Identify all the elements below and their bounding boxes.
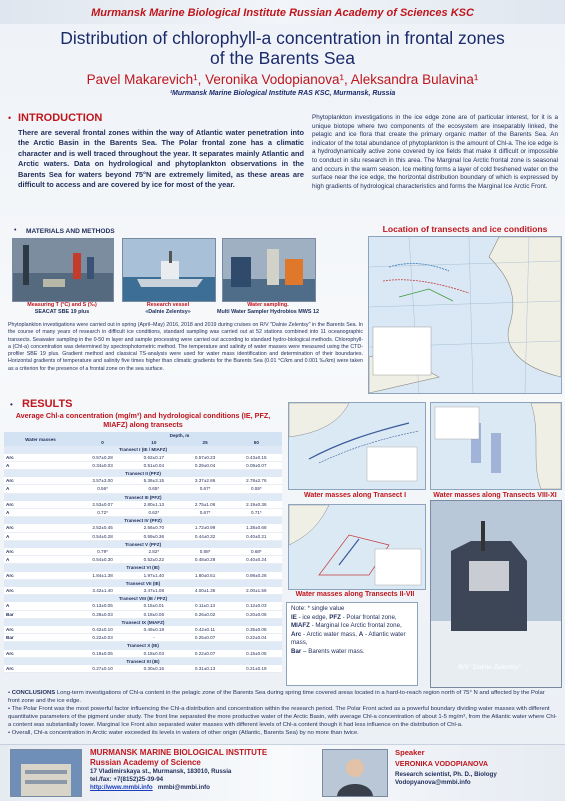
footer-institute xyxy=(90,748,267,768)
location-map xyxy=(368,236,562,394)
water-mass-cell: Arc xyxy=(4,626,77,634)
value-cell: 0.59±0.36 xyxy=(128,532,179,540)
transect-row xyxy=(4,493,282,501)
col-depth: 0 xyxy=(77,439,128,446)
transect-label: Transect III (PFZ) xyxy=(4,493,282,501)
value-cell: 1.97±1.40 xyxy=(128,572,179,580)
water-mass-cell: A xyxy=(4,485,77,493)
value-cell: 3.47±1.08 xyxy=(128,587,179,595)
photo-vessel-caption-line2: «Dalnie Zelentsy» xyxy=(145,308,191,315)
value-cell: 0.42±0.11 xyxy=(179,626,230,634)
value-cell: 0.62±0.17 xyxy=(128,454,179,462)
transect-label: Transect VI (IE) xyxy=(4,564,282,572)
photo-ctd-caption-line2: SEACAT SBE 19 plus xyxy=(34,308,90,315)
value-cell: 0.26±0.02 xyxy=(179,610,230,618)
value-cell: 2.56±0.70 xyxy=(128,524,179,532)
table-row xyxy=(4,524,282,532)
value-cell: 0.15±0.01 xyxy=(128,602,179,610)
table-row xyxy=(4,556,282,564)
table-row xyxy=(4,501,282,509)
transect-label: Transect X (IE) xyxy=(4,642,282,650)
transect-label: Transect VII (IE) xyxy=(4,579,282,587)
value-cell: 0.65* xyxy=(128,485,179,493)
transect-row xyxy=(4,564,282,572)
photo-ctd-measuring xyxy=(12,238,114,302)
note-pfz-text: - Polar frontal zone, xyxy=(340,613,397,621)
value-cell: 1.72±0.99 xyxy=(179,524,230,532)
map-transects-ii-vii xyxy=(288,504,426,590)
value-cell: 0.20±0.06 xyxy=(231,610,282,618)
transect-label: Transect V (PFZ) xyxy=(4,540,282,548)
value-cell: 3.57±3.00 xyxy=(77,477,128,485)
value-cell: 0.42±0.10 xyxy=(77,626,128,634)
conclusion-item-3: • Overall, Chl-a concentration in Arctic water exceeded its levels in waters of other origin (Atlantic, Barents Sea) by no more than twice. xyxy=(8,729,359,736)
conclusion-item-1: • CONCLUSIONS Long-term investigations of Chl-a content in the pelagic zone of the Barents Sea during spring time covered areas located in a hard-to-reach region north of 75° N and affected by the Polar front zone and the ice edge. xyxy=(8,690,545,704)
note-bar-text: – Barents water mass. xyxy=(301,647,365,655)
value-cell: 0.40±0.24 xyxy=(231,556,282,564)
title-line-1: Distribution of chlorophyll-a concentration in frontal zones xyxy=(60,28,505,48)
map-transects-viii-xi-caption: Water masses along Transects VIII-XI xyxy=(433,492,557,499)
map-transects-viii-xi xyxy=(430,402,562,490)
table-row xyxy=(4,665,282,673)
value-cell: 4.00±1.36 xyxy=(179,587,230,595)
value-cell: 0.43±0.15 xyxy=(231,454,282,462)
website-link[interactable]: http://www.mmbi.info xyxy=(90,784,153,792)
value-cell: 0.55* xyxy=(231,485,282,493)
conclusion-item-2: • The Polar Front was the most powerful factor influencing the Chl-a distribution and concentration within the research period. The Polar Front acted as a powerful boundary dividing water masses with different quantitative parameters of the pigment under study. The front line separated the more productive water of the Arctic Basin, with average Chl-a concentration of about 1-5 mg/m³, from the Atlantic water where Chl-a content was substantially lower. Marginal Ice Front also separated water masses with different levels of Chl-a content though it had less influence on the distribution of Chl-a. xyxy=(8,705,557,728)
value-cell: 2.53±0.07 xyxy=(77,501,128,509)
note-miafz-text: - Marginal Ice Arctic frontal zone, xyxy=(309,622,402,630)
transect-row xyxy=(4,446,282,453)
col-depth: 50 xyxy=(231,439,282,446)
value-cell: 0.12±0.03 xyxy=(231,602,282,610)
value-cell: 0.21±0.19 xyxy=(231,665,282,673)
photo-sampling-caption-line1: Water sampling. xyxy=(247,302,289,308)
value-cell: 0.13±0.05 xyxy=(77,602,128,610)
transect-label: Transect XI (IE) xyxy=(4,657,282,665)
water-mass-cell: Arc xyxy=(4,572,77,580)
map-transect-i xyxy=(288,402,426,490)
title-line-2: of the Barents Sea xyxy=(210,48,355,68)
photo-vessel-caption xyxy=(116,302,220,315)
note-a: A xyxy=(358,630,364,638)
location-map-title: Location of transects and ice conditions xyxy=(382,224,548,234)
water-mass-cell: Arc xyxy=(4,477,77,485)
map-transect-i-caption: Water masses along Transect I xyxy=(303,492,407,499)
value-cell: 1.84±1.38 xyxy=(77,572,128,580)
table-title: Average Chl-a concentration (mg/m³) and hydrological conditions (IE, PFZ, MIAFZ) along transects xyxy=(15,411,271,429)
transect-row xyxy=(4,618,282,626)
note-label: Note: xyxy=(291,605,308,612)
value-cell: 1.80±0.51 xyxy=(179,572,230,580)
conclusions-section xyxy=(8,690,558,737)
conclusions-heading: CONCLUSIONS xyxy=(11,690,56,696)
transect-label: Transect VIII (IE / PFZ) xyxy=(4,595,282,603)
water-mass-cell: A xyxy=(4,602,77,610)
transect-row xyxy=(4,540,282,548)
vessel-photo-caption: R/V "Dalnie Zelentsy" xyxy=(458,664,521,671)
water-mass-cell: Arc xyxy=(4,650,77,658)
bullet-icon: • xyxy=(10,400,13,409)
value-cell: 0.15±0.05 xyxy=(231,650,282,658)
introduction-text: There are several frontal zones within the way of Atlantic water penetration into the Arctic Basin in the Barents Sea. The Polar frontal zone has a climatic character and is well traced throughout the year. It separates mainly Atlantic and Arctic waters. Data on hydrological and phytoplankton observations in the Barents Sea for waters beyond 75°N are extremely limited, as these areas are difficult to access and are covered by ice for most of the year. xyxy=(18,128,304,190)
conclusion-text-1: Long-term investigations of Chl-a content in the pelagic zone of the Barents Sea during spring time covered areas located in a hard-to-reach region north of 75° N and affected by the Polar front zone and the ice edge. xyxy=(8,690,545,704)
photo-sampling-caption xyxy=(206,302,330,315)
map-transects-ii-vii-caption: Water masses along Transects II-VII xyxy=(295,591,415,598)
value-cell: 0.22±0.03 xyxy=(77,634,128,642)
institute-building-photo xyxy=(10,749,82,797)
value-cell: 0.51±0.04 xyxy=(128,461,179,469)
water-mass-cell: A xyxy=(4,532,77,540)
note-a-text: - Atlantic water mass, xyxy=(291,630,406,647)
col-header-water-masses: Water masses xyxy=(4,432,77,446)
transect-row xyxy=(4,642,282,650)
note-line-1 xyxy=(291,605,413,614)
photo-ctd-caption xyxy=(4,302,120,315)
speaker-details xyxy=(395,771,497,787)
chlorophyll-table xyxy=(4,432,282,673)
table-row xyxy=(4,454,282,462)
value-cell: 2.80±1.13 xyxy=(128,501,179,509)
value-cell: 0.57±0.28 xyxy=(77,454,128,462)
email-link[interactable]: mmbi@mmbi.info xyxy=(157,784,210,792)
value-cell: 0.48±0.28 xyxy=(179,556,230,564)
transect-label: Transect I (IE / MIAFZ) xyxy=(4,446,282,453)
value-cell: 0.25±0.07 xyxy=(179,634,230,642)
value-cell: 2.00±1.56 xyxy=(231,587,282,595)
value-cell: 0.27±0.10 xyxy=(77,665,128,673)
value-cell: 0.56* xyxy=(77,485,128,493)
value-cell: - xyxy=(128,634,179,642)
transect-label: Transect IX (MIAFZ) xyxy=(4,618,282,626)
water-mass-cell: Arc xyxy=(4,548,77,556)
materials-heading: MATERIALS AND METHODS xyxy=(26,228,115,235)
table-row xyxy=(4,634,282,642)
note-arc-text: - Arctic water mass, xyxy=(301,630,359,638)
table-row xyxy=(4,461,282,469)
value-cell: 5.36±3.15 xyxy=(128,477,179,485)
value-cell: 0.08±0.07 xyxy=(231,461,282,469)
transect-row xyxy=(4,470,282,478)
value-cell: 2.78±2.76 xyxy=(231,477,282,485)
footer-links xyxy=(90,784,231,792)
value-cell: 0.52±0.22 xyxy=(128,556,179,564)
materials-text: Phytoplankton investigations were carried out in spring (April–May) 2016, 2018 and 2019 during cruises on R/V "Dalnie Zelentsy" in the Barents Sea. In the course of many years of research in difficult ice conditions, standard sampling was carried out at 52 stations combined into 11 oceanographic transects. Seawater sampling in the 0-50 m layer and sample processing were carried out according to standard hydro-biological methods. Chlorophyll-a (Chl-a) concentration was determined by spectrophotometric method. The temperature and salinity of water masses were measured using the CTD-profiler SBE 19 plus. Gradient method and classical TS-analysis were used for water mass identification and determination of their boundaries. Horizontal gradients of temperature and salinity five times higher than climatic gradients for the Barents Sea (0.01 °C/km and 0.001 ‰/km) were taken as a criterion for the presence of a frontal zone on the sea surface. xyxy=(8,322,363,372)
note-miafz: MIAFZ xyxy=(291,622,310,630)
value-cell: 0.22±0.04 xyxy=(231,634,282,642)
value-cell: 0.49±0.19 xyxy=(128,626,179,634)
note-pfz: PFZ xyxy=(329,613,341,621)
results-heading: RESULTS xyxy=(22,398,73,410)
table-row xyxy=(4,509,282,517)
footer-street: 17 Vladimirskaya st., Murmansk, 183010, Russia xyxy=(90,768,232,775)
poster-title xyxy=(10,28,555,68)
value-cell: 0.31±0.13 xyxy=(179,665,230,673)
value-cell: 0.28±0.03 xyxy=(77,610,128,618)
transect-row xyxy=(4,657,282,665)
value-cell: 0.22±0.07 xyxy=(179,650,230,658)
footer-institute-name: MURMANSK MARINE BIOLOGICAL INSTITUTE xyxy=(90,748,268,757)
note-bar: Bar xyxy=(291,647,302,655)
value-cell: 0.62* xyxy=(128,509,179,517)
footer-institute-subtitle: Russian Academy of Science xyxy=(90,758,201,767)
transect-label: Transect IV (PFZ) xyxy=(4,517,282,525)
photo-sampling-caption-line2: Multi Water Sampler Hydrobios MWS 12 xyxy=(217,308,319,315)
value-cell: 2.75±1.06 xyxy=(179,501,230,509)
water-mass-cell: Bar xyxy=(4,610,77,618)
note-single-value: * single value xyxy=(307,605,345,612)
authors: Pavel Makarevich¹, Veronika Vodopianova¹, Aleksandra Bulavina¹ xyxy=(86,72,479,87)
photo-vessel-ice xyxy=(430,500,562,688)
note-ie-text: - ice edge, xyxy=(296,613,330,621)
value-cell: 3.42±1.40 xyxy=(77,587,128,595)
note-arc: Arc xyxy=(291,630,302,638)
value-cell: 0.54±0.30 xyxy=(77,556,128,564)
note-line-4 xyxy=(291,631,413,648)
value-cell: 0.98±0.26 xyxy=(231,572,282,580)
value-cell: 0.18±0.06 xyxy=(128,610,179,618)
note-line-3 xyxy=(291,622,413,631)
value-cell: 0.35±0.08 xyxy=(231,626,282,634)
institute-banner: Murmansk Marine Biological Institute Russian Academy of Sciences KSC xyxy=(91,7,474,19)
speaker-email[interactable]: Vodopyanova@mmbi.info xyxy=(395,779,471,787)
table-row xyxy=(4,610,282,618)
table-row xyxy=(4,548,282,556)
footer-phone: tel./fax: +7(8152)25-39-94 xyxy=(90,776,164,784)
water-mass-cell: A xyxy=(4,461,77,469)
water-mass-cell: Arc xyxy=(4,524,77,532)
table-row xyxy=(4,572,282,580)
water-mass-cell: Bar xyxy=(4,634,77,642)
photo-ctd-caption-line1: Measuring T (°C) and S (‰) xyxy=(27,302,97,308)
table-row xyxy=(4,532,282,540)
speaker-role: Research scientist, Ph. D., Biology xyxy=(395,771,497,778)
table-row xyxy=(4,485,282,493)
photo-water-sampling xyxy=(222,238,316,302)
value-cell: 0.11±0.13 xyxy=(179,602,230,610)
table-row xyxy=(4,626,282,634)
value-cell: 0.79* xyxy=(77,548,128,556)
col-depth: 10 xyxy=(128,439,179,446)
water-mass-cell: Arc xyxy=(4,665,77,673)
value-cell: 0.57±0.23 xyxy=(179,454,230,462)
col-depth: 25 xyxy=(179,439,230,446)
water-mass-cell: A xyxy=(4,509,77,517)
note-line-2 xyxy=(291,614,413,623)
value-cell: 0.67* xyxy=(179,485,230,493)
value-cell: 0.40±0.21 xyxy=(231,532,282,540)
value-cell: 1.38±0.68 xyxy=(231,524,282,532)
conclusion-text-2: The Polar Front was the most powerful factor influencing the Chl-a distribution and concentration within the research period. The Polar Front acted as a powerful boundary dividing water masses with different quantitative parameters of the pigment under study. The front line separated the more productive water of the Arctic Basin, with average Chl-a concentration of about 1-5 mg/m³, from the Atlantic water where Chl-a content was substantially lower. Marginal Ice Front also separated water masses with different levels of Chl-a content though it had less influence on the distribution of Chl-a. xyxy=(8,705,557,728)
water-mass-cell: Arc xyxy=(4,454,77,462)
value-cell: 0.34±0.03 xyxy=(77,461,128,469)
value-cell: 0.18±0.03 xyxy=(128,650,179,658)
value-cell: 2.82* xyxy=(128,548,179,556)
speaker-label: Speaker xyxy=(395,748,425,757)
value-cell: 0.71* xyxy=(231,509,282,517)
conclusion-text-3: Overall, Chl-a concentration in Arctic water exceeded its levels in waters of other origin (Atlantic, Barents Sea) by no more than twice. xyxy=(11,729,359,736)
value-cell: 0.44±0.32 xyxy=(179,532,230,540)
speaker-name: VERONIKA VODOPIANOVA xyxy=(395,759,489,768)
value-cell: 0.30±0.15 xyxy=(128,665,179,673)
value-cell: 2.19±0.36 xyxy=(231,501,282,509)
col-header-depth: Depth, m xyxy=(77,432,282,439)
introduction-heading: INTRODUCTION xyxy=(18,112,103,124)
water-mass-cell: Arc xyxy=(4,501,77,509)
photo-vessel-caption-line1: Research vessel xyxy=(146,302,190,308)
affiliation: ¹Murmansk Marine Biological Institute RAS KSC, Murmansk, Russia xyxy=(169,90,396,97)
water-mass-cell: Arc xyxy=(4,587,77,595)
table-row xyxy=(4,587,282,595)
value-cell: 0.18±0.05 xyxy=(77,650,128,658)
footer-address xyxy=(90,768,231,793)
value-cell: 0.68* xyxy=(231,548,282,556)
value-cell: 2.52±0.45 xyxy=(77,524,128,532)
value-cell: 0.72* xyxy=(77,509,128,517)
table-row xyxy=(4,477,282,485)
note-ie: IE xyxy=(291,613,297,621)
transect-row xyxy=(4,595,282,603)
value-cell: 0.88* xyxy=(179,548,230,556)
note-line-5 xyxy=(291,648,413,657)
table-row xyxy=(4,650,282,658)
bullet-icon: • xyxy=(8,113,12,123)
transect-label: Transect II (PFZ) xyxy=(4,470,282,478)
transect-row xyxy=(4,579,282,587)
speaker-photo xyxy=(322,749,388,797)
value-cell: 0.54±0.28 xyxy=(77,532,128,540)
table-row xyxy=(4,602,282,610)
introduction-right-text: Phytoplankton investigations in the ice edge zone are of particular interest, for it is a unique biotope where two components of the ecosystem are inseparably linked, the pelagic and ice flora that create the primary organic matter of the Barents Sea. An indicator of the total abundance of phytoplankton is the amount of Chl-a. The ice edge is a hydrodynamically active zone covered by ice fields that make it difficult or impossible to conduct in situ research in this area. The Marginal Ice Arctic frontal zone is seasonal and occurs in the warm season. Ice melting forms a layer of cold freshened water on the surface near the ice edge, the horizontal distribution boundary of which is expressed by high gradients of hydrological characteristics and forms the Marginal Ice Arctic Front. xyxy=(312,114,558,190)
bullet-icon: • xyxy=(14,227,17,234)
value-cell: 0.29±0.04 xyxy=(179,461,230,469)
transect-row xyxy=(4,517,282,525)
value-cell: 3.37±2.86 xyxy=(179,477,230,485)
water-mass-cell: A xyxy=(4,556,77,564)
note-box xyxy=(286,602,418,686)
photo-research-vessel xyxy=(122,238,216,302)
value-cell: 0.67* xyxy=(179,509,230,517)
